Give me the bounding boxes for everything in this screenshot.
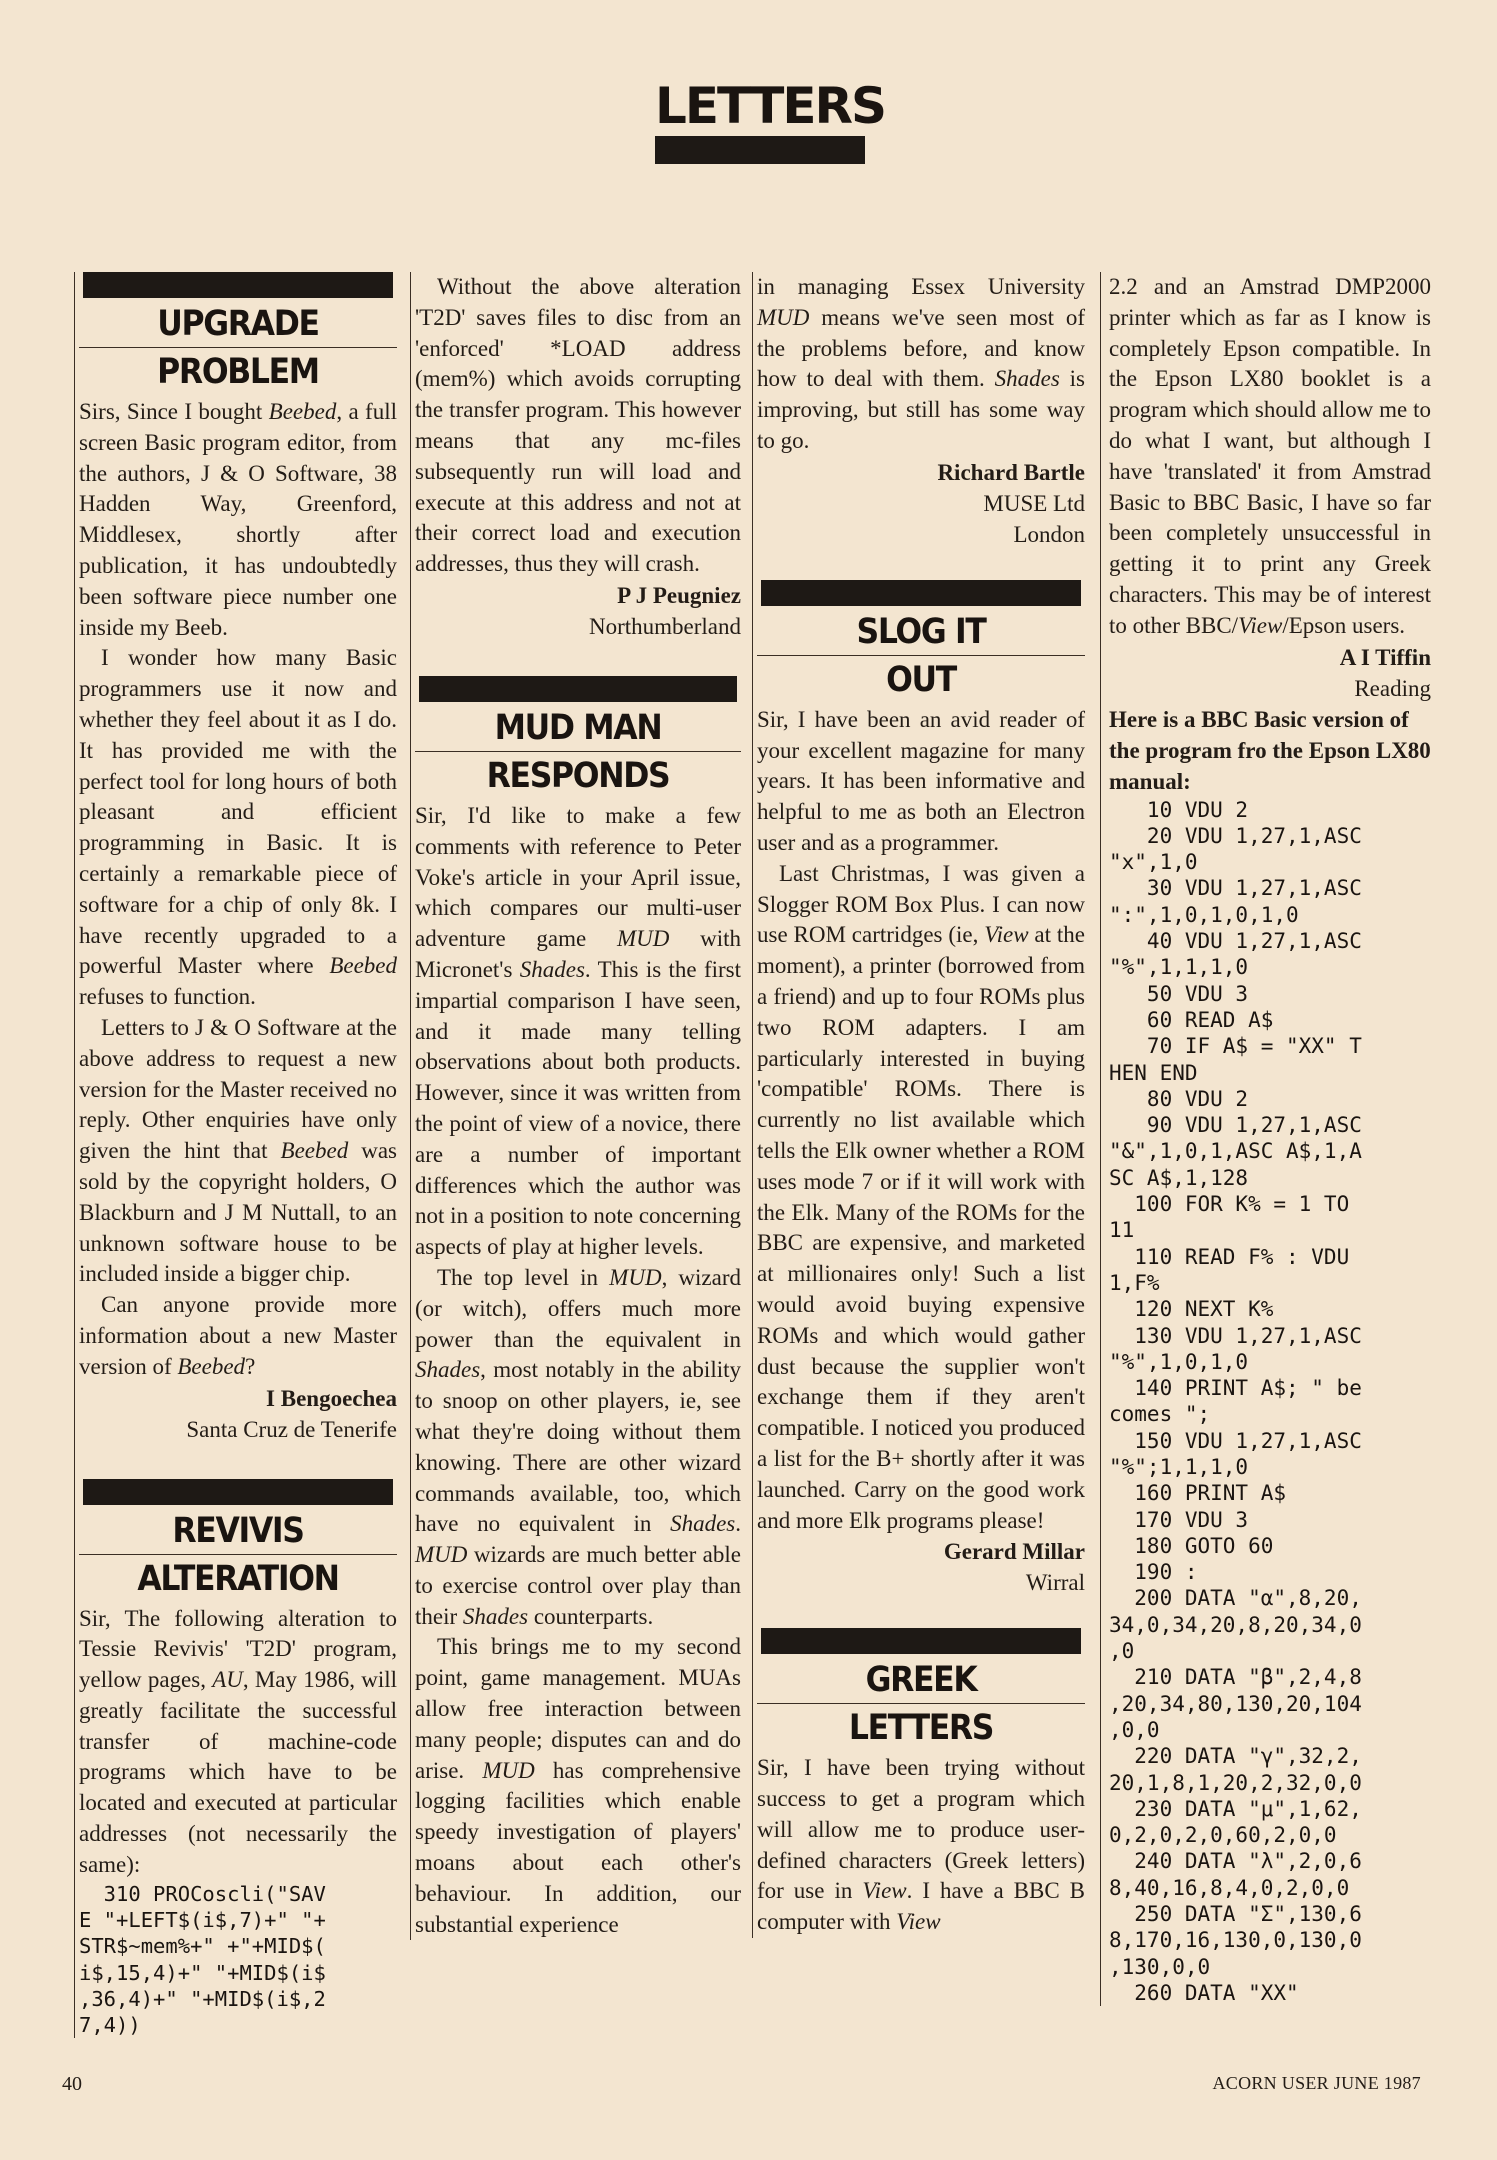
headline-bar — [83, 272, 393, 298]
headline-rule — [415, 751, 741, 752]
code-listing: 310 PROCoscli("SAV E "+LEFT$(i$,7)+" "+ STR$~mem%+" +"+MID$( i$,15,4)+" "+MID$(i$ ,36,4)+" "+MID$(i$,2 7,4)) — [79, 1881, 326, 2038]
headline-line: REVIVIS — [172, 1510, 304, 1551]
page-number: 40 — [62, 2073, 82, 2095]
letter-paragraph: Sir, The following alteration to Tessie Revivis' 'T2D' program, yellow pages, AU, May 1986, will greatly facilitate the successful transfer of machine-code programs which have to be located and executed at particular addresses (not necessarily the same): — [79, 1605, 397, 1877]
letter-paragraph: The top level in MUD, wizard (or witch), offers much more power than the equivalent in Shades, most notably in the ability to snoop on other players, ie, see what they're doing without them knowing. There are other wizard commands available, too, which have no equivalent in Shades. MUD wizards are much better able to exercise control over play than their Shades counterparts. — [415, 1264, 741, 1629]
letter-paragraph: Sir, I'd like to make a few comments with reference to Peter Voke's article in your April issue, which compares our multi-user adventure game MUD with Micronet's Shades. This is the first impartial comparison I have seen, and it made many telling observations about both products. However, since it was written from the point of view of a novice, there are a number of important differences which the author was not in a position to note concerning aspects of play at higher levels. — [415, 802, 742, 1260]
headline-line: ALTERATION — [137, 1558, 339, 1599]
letter-signature: I Bengoechea — [266, 1385, 397, 1411]
headline-line: GREEK — [865, 1660, 977, 1701]
letter-location: Santa Cruz de Tenerife — [186, 1416, 397, 1442]
column-2 — [410, 272, 741, 1940]
headline-line: LETTERS — [848, 1708, 994, 1749]
letter-paragraph: Without the above alteration 'T2D' saves files to disc from an 'enforced' *LOAD address (mem%) which avoids corrupting the transfer program. This however means that any mc-files subsequently run will load and execute at this address and not at their correct load and execution addresses, thus they will crash. — [415, 274, 741, 577]
section-title: LETTERS — [655, 77, 886, 135]
letter-signature: A I Tiffin — [1339, 644, 1431, 670]
letter-paragraph: Can anyone provide more information about a new Master version of Beebed? — [79, 1292, 397, 1379]
letter-signature: Gerard Millar — [943, 1539, 1085, 1565]
letter-location: Northumberland — [588, 613, 741, 639]
section-masthead — [655, 77, 886, 164]
headline-bar — [419, 676, 737, 702]
headline-rule — [79, 347, 397, 348]
letter-signature: P J Peugniez — [617, 582, 741, 608]
headline-rule — [79, 1554, 397, 1555]
letter-paragraph: 2.2 and an Amstrad DMP2000 printer which as far as I know is completely Epson compatible. In the Epson LX80 booklet is a program which should allow me to do what I want, but although I have 'translated' it from Amstrad Basic to BBC Basic, I have so far been completely unsuccessful in getting it to print any Greek characters. This may be of interest to other BBC/View/Epson users. — [1109, 274, 1431, 638]
column-1 — [74, 272, 397, 2038]
letter-paragraph: Last Christmas, I was given a Slogger ROM Box Plus. I can now use ROM cartridges (ie, View at the moment), a printer (borrowed from a friend) and up to four ROMs plus two ROM adapters. I am particularly interested in buying 'compatible' ROMs. There is currently no list available which tells the Elk owner whether a ROM uses mode 7 or if it will work with the Elk. Many of the ROMs for the BBC are expensive, and marketed at millionaires only! Such a list would avoid buying expensive ROMs and which would gather dust because the supplier won't exchange them if they aren't compatible. I noticed you produced a list for the B+ shortly after it was launched. Carry on the good work and more Elk programs please! — [757, 860, 1085, 1533]
letter-paragraph: Sir, I have been an avid reader of your excellent magazine for many years. It has been informative and helpful to me as both an Electron user and as a programmer. — [757, 706, 1085, 855]
headline-bar — [761, 1628, 1081, 1654]
letter-location: London — [1013, 521, 1085, 547]
letter-upgrade-problem-headline — [79, 272, 397, 393]
footer-publication: ACORN USER JUNE 1987 — [1212, 2073, 1421, 2093]
headline-line: MUD MAN — [494, 707, 662, 748]
masthead-bar — [655, 136, 865, 164]
letter-mud-man-responds-headline — [415, 676, 741, 797]
letter-signature: Richard Bartle — [937, 459, 1085, 485]
letter-paragraph: Sir, I have been trying without success to get a program which will allow me to produce user-defined characters (Greek letters) for use in View. I have a BBC B computer with View — [757, 1755, 1085, 1935]
letter-location: MUSE Ltd — [983, 490, 1085, 516]
headline-line: RESPONDS — [486, 755, 670, 796]
letter-slog-it-out-headline — [757, 580, 1085, 701]
headline-rule — [757, 655, 1085, 656]
letter-paragraph: Sirs, Since I bought Beebed, a full screen Basic program editor, from the authors, J & O Software, 38 Hadden Way, Greenford, Middlesex, shortly after publication, it has undoubtedly been software piece number one inside my Beeb. — [79, 399, 397, 640]
letter-location: Reading — [1354, 675, 1431, 701]
letter-greek-letters-headline — [757, 1628, 1085, 1749]
headline-bar — [761, 580, 1081, 606]
column-3 — [752, 272, 1085, 1938]
column-4 — [1100, 272, 1431, 2006]
editor-note: Here is a BBC Basic version of the program fro the Epson LX80 manual: — [1109, 706, 1431, 794]
headline-line: OUT — [886, 659, 956, 700]
headline-line: PROBLEM — [157, 352, 319, 392]
letter-paragraph: in managing Essex University MUD means we've seen most of the problems before, and know how to deal with them. Shades is improving, but still has some way to go. — [757, 274, 1086, 453]
letter-revivis-alteration-headline — [79, 1479, 397, 1600]
code-listing: 10 VDU 2 20 VDU 1,27,1,ASC "x",1,0 30 VDU 1,27,1,ASC ":",1,0,1,0,1,0 40 VDU 1,27,1,ASC "%",1,1,1,0 50 VDU 3 60 READ A$ 70 IF A$ = "XX" T HEN END 80 VDU 2 90 VDU 1,27,1,ASC "&",1,0,1,ASC A$,1,A SC A$,1,128 100 FOR K% = 1 TO 11 110 READ F% : VDU 1,F% 120 NEXT K% 130 VDU 1,27,1,ASC "%",1,0,1,0 140 PRINT A$; " be comes "; 150 VDU 1,27,1,ASC "%";1,1,1,0 160 PRINT A$ 170 VDU 3 180 GOTO 60 190 : 200 DATA "α",8,20, 34,0,34,20,8,20,34,0 ,0 210 DATA "β",2,4,8 ,20,34,80,130,20,104 ,0,0 220 DATA "γ",32,2, 20,1,8,1,20,2,32,0,0 230 DATA "μ",1,62, 0,2,0,2,0,60,2,0,0 240 DATA "λ",2,0,6 8,40,16,8,4,0,2,0,0 250 DATA "Σ",130,6 8,170,16,130,0,130,0 ,130,0,0 260 DATA "XX" — [1109, 797, 1362, 2005]
headline-bar — [83, 1479, 393, 1505]
headline-line: SLOG IT — [856, 611, 986, 652]
headline-line: UPGRADE — [157, 304, 319, 344]
letter-paragraph: Letters to J & O Software at the above address to request a new version for the Master received no reply. Other enquiries have only given the hint that Beebed was sold by the copyright holders, O Blackburn and J M Nuttall, to an unknown software house to be included inside a bigger chip. — [79, 1014, 398, 1287]
headline-rule — [757, 1703, 1085, 1704]
letter-paragraph: I wonder how many Basic programmers use it now and whether they feel about it as I do. It has provided me with the perfect tool for long hours of both pleasant and efficient programming in Basic. It is certainly a remarkable piece of software for a chip of only 8k. I have recently upgraded to a powerful Master where Beebed refuses to function. — [79, 645, 397, 1010]
letter-paragraph: This brings me to my second point, game management. MUAs allow free interaction between many people; disputes can and do arise. MUD has comprehensive logging facilities which enable speedy investigation of players' moans about each other's behaviour. In addition, our substantial experience — [415, 1634, 741, 1937]
letter-location: Wirral — [1025, 1570, 1085, 1596]
